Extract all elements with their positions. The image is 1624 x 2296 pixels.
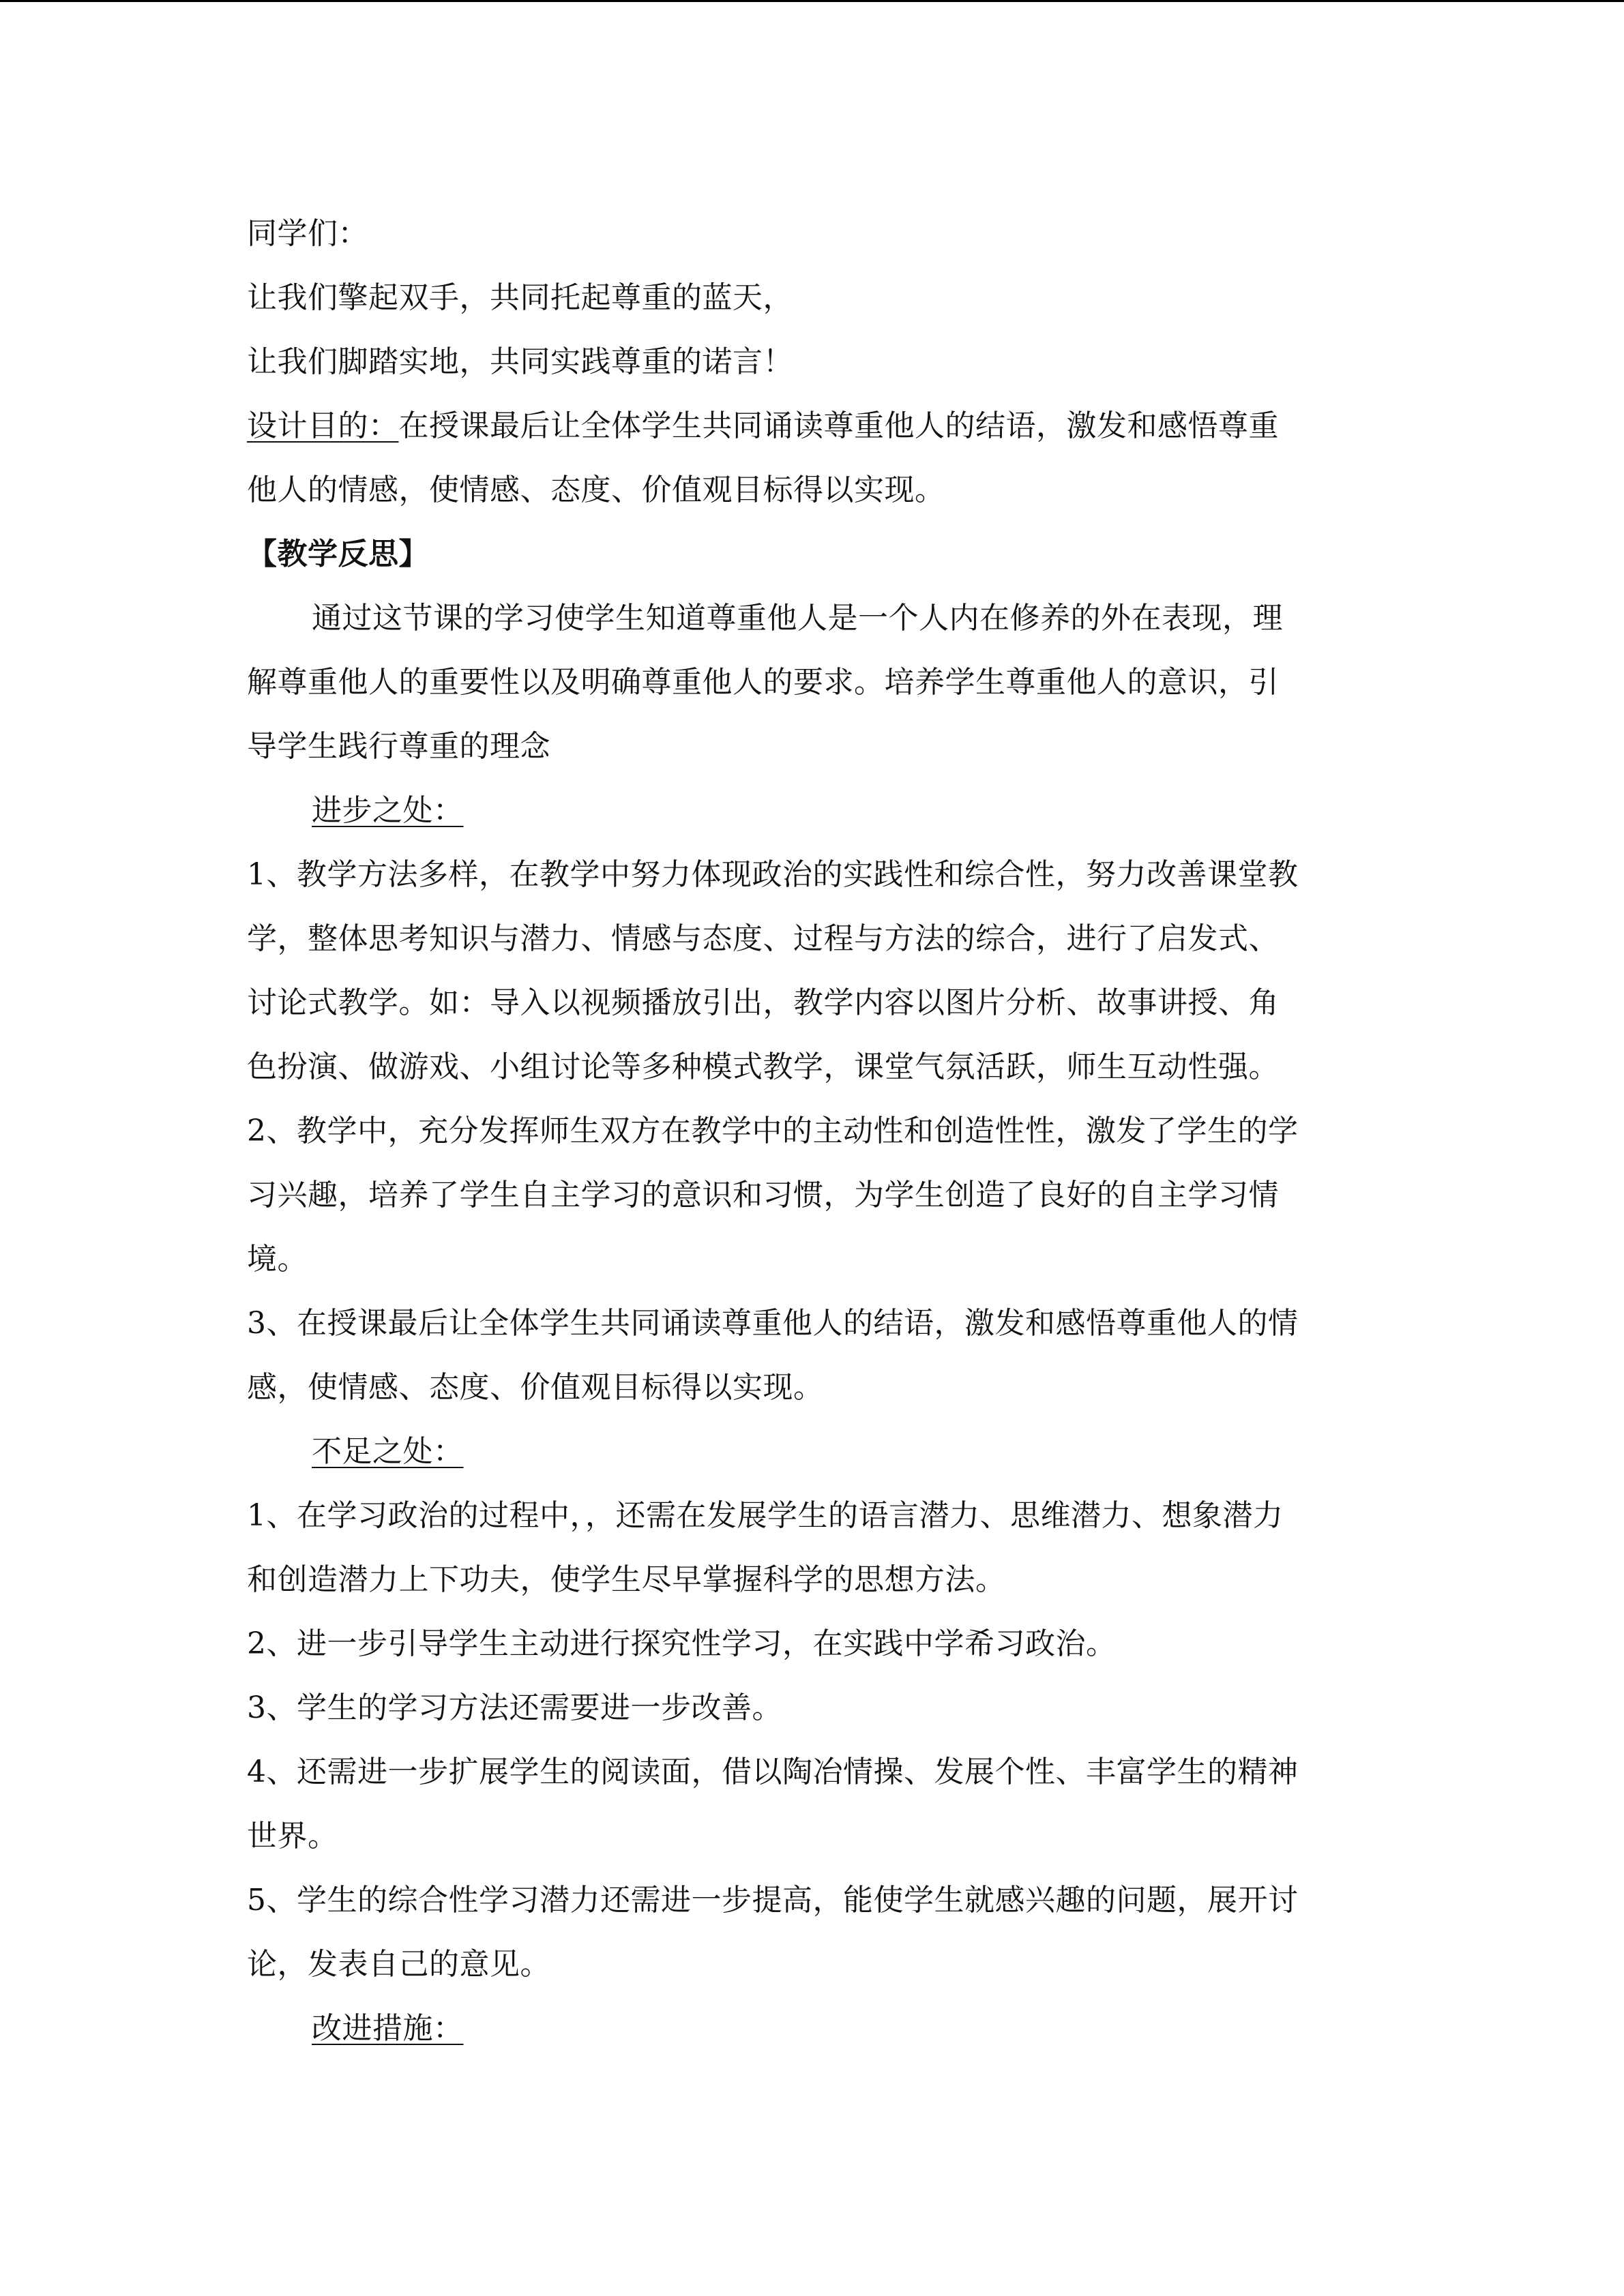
deficiency-line: 2、进一步引导学生主动进行探究性学习，在实践中学希习政治。	[247, 1626, 1117, 1661]
deficiency-line: 世界。	[247, 1819, 338, 1853]
deficiency-line: 4、还需进一步扩展学生的阅读面，借以陶冶情操、发展个性、丰富学生的精神	[247, 1755, 1299, 1789]
progress-heading	[247, 779, 1379, 843]
page-top-border	[0, 0, 1624, 2]
design-purpose-label: 设计目的：	[247, 408, 399, 443]
progress-line: 3、在授课最后让全体学生共同诵读尊重他人的结语，激发和感悟尊重他人的情	[247, 1306, 1299, 1341]
deficiency-line: 1、在学习政治的过程中，，还需在发展学生的语言潜力、思维潜力、想象潜力	[247, 1498, 1284, 1533]
progress-line: 习兴趣，培养了学生自主学习的意识和习惯，为学生创造了良好的自主学习情	[247, 1178, 1279, 1212]
design-purpose-line-2: 他人的情感，使情感、态度、价值观目标得以实现。	[247, 473, 945, 507]
document-page	[247, 202, 1379, 2061]
progress-line: 境。	[247, 1242, 308, 1277]
improvement-heading	[247, 1997, 1379, 2061]
deficiency-heading	[247, 1420, 1379, 1484]
reflection-heading: 【教学反思】	[247, 537, 429, 571]
progress-line: 2、教学中，充分发挥师生双方在教学中的主动性和创造性性，激发了学生的学	[247, 1114, 1299, 1148]
intro-line-3: 导学生践行尊重的理念	[247, 729, 550, 764]
deficiency-line: 论，发表自己的意见。	[247, 1947, 550, 1982]
design-purpose-line-1	[247, 394, 1379, 458]
slogan-line-2: 让我们脚踏实地，共同实践尊重的诺言！	[247, 344, 793, 379]
deficiency-line: 5、学生的综合性学习潜力还需进一步提高，能使学生就感兴趣的问题，展开讨	[247, 1883, 1299, 1918]
deficiency-line: 3、学生的学习方法还需要进一步改善。	[247, 1690, 782, 1725]
design-purpose-text: 在授课最后让全体学生共同诵读尊重他人的结语，激发和感悟尊重	[398, 408, 1279, 443]
deficiency-line: 和创造潜力上下功夫，使学生尽早掌握科学的思想方法。	[247, 1562, 1006, 1597]
progress-line: 学，整体思考知识与潜力、情感与态度、过程与方法的综合，进行了启发式、	[247, 921, 1279, 956]
greeting-line: 同学们：	[247, 216, 368, 251]
intro-line-2: 解尊重他人的重要性以及明确尊重他人的要求。培养学生尊重他人的意识，引	[247, 665, 1279, 700]
intro-line-1: 通过这节课的学习使学生知道尊重他人是一个人内在修养的外在表现，理	[312, 601, 1283, 636]
deficiency-heading-text: 不足之处：	[312, 1434, 464, 1469]
slogan-line-1: 让我们擎起双手，共同托起尊重的蓝天，	[247, 280, 793, 315]
progress-line: 1、教学方法多样，在教学中努力体现政治的实践性和综合性，努力改善课堂教	[247, 857, 1299, 892]
progress-heading-text: 进步之处：	[312, 793, 464, 828]
progress-line: 色扮演、做游戏、小组讨论等多种模式教学，课堂气氛活跃，师生互动性强。	[247, 1049, 1279, 1084]
progress-line: 讨论式教学。如：导入以视频播放引出，教学内容以图片分析、故事讲授、角	[247, 985, 1279, 1020]
improvement-heading-text: 改进措施：	[312, 2011, 464, 2046]
progress-line: 感，使情感、态度、价值观目标得以实现。	[247, 1370, 824, 1405]
